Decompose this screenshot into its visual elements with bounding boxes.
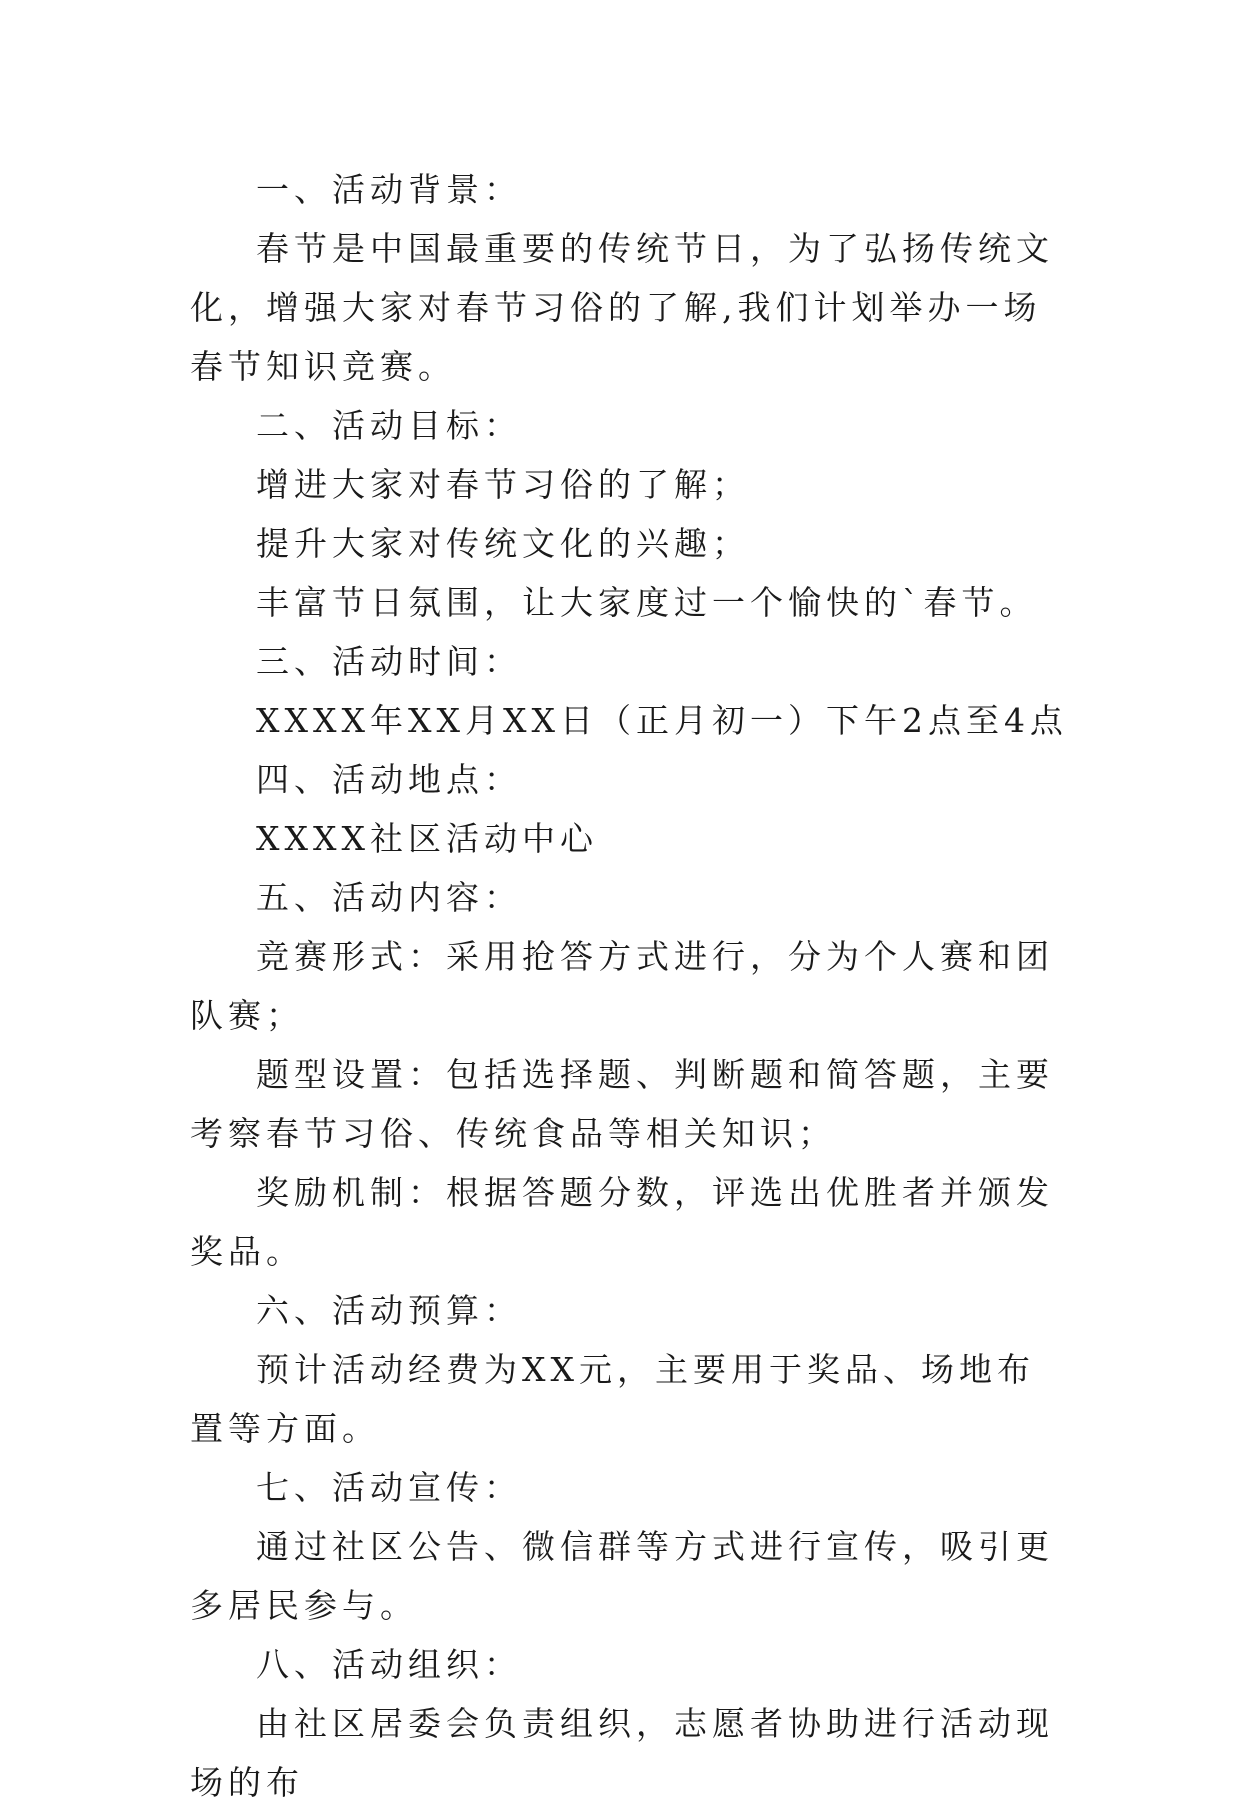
section-heading-background: 一、活动背景：	[256, 170, 522, 209]
goal-item: 丰富节日氛围，让大家度过一个愉快的`春节。	[256, 583, 1038, 622]
document-body	[190, 160, 1070, 1812]
section-heading-content: 五、活动内容：	[256, 878, 522, 917]
section-heading-location: 四、活动地点：	[256, 760, 522, 799]
promotion-text: 通过社区公告、微信群等方式进行宣传，吸引更多居民参与。	[190, 1527, 1054, 1625]
section-heading-promotion: 七、活动宣传：	[256, 1468, 522, 1507]
budget-text: 预计活动经费为XX元，主要用于奖品、场地布置等方面。	[190, 1350, 1035, 1448]
location-text: XXXX社区活动中心	[256, 819, 598, 858]
content-item: 竞赛形式：采用抢答方式进行，分为个人赛和团队赛；	[190, 937, 1054, 1035]
time-text: XXXX年XX月XX日（正月初一）下午2点至4点	[256, 701, 1068, 740]
content-item: 题型设置：包括选择题、判断题和简答题，主要考察春节习俗、传统食品等相关知识；	[190, 1055, 1054, 1153]
background-text: 春节是中国最重要的传统节日，为了弘扬传统文化，增强大家对春节习俗的了解,我们计划举办一场春节知识竞赛。	[190, 229, 1054, 386]
section-heading-budget: 六、活动预算：	[256, 1291, 522, 1330]
organization-text: 由社区居委会负责组织，志愿者协助进行活动现场的布	[190, 1704, 1054, 1802]
section-heading-time: 三、活动时间：	[256, 642, 522, 681]
goal-item: 增进大家对春节习俗的了解；	[256, 465, 750, 504]
goal-item: 提升大家对传统文化的兴趣；	[256, 524, 750, 563]
content-item: 奖励机制：根据答题分数，评选出优胜者并颁发奖品。	[190, 1173, 1054, 1271]
section-heading-goals: 二、活动目标：	[256, 406, 522, 445]
section-heading-organization: 八、活动组织：	[256, 1645, 522, 1684]
